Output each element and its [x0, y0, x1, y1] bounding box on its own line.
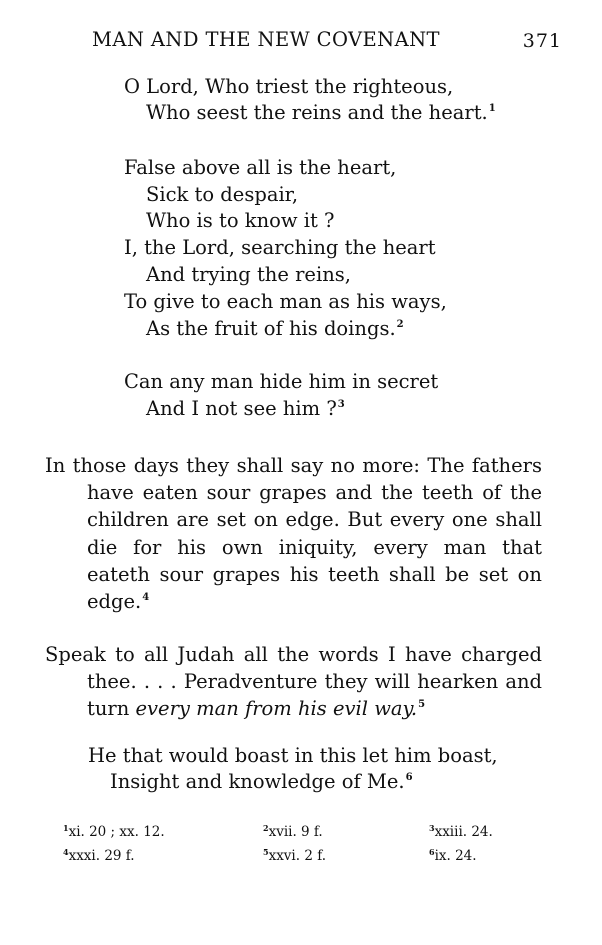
poem-line: False above all is the heart,: [124, 156, 397, 179]
poem-line: Who seest the reins and the heart.$^1$: [146, 101, 496, 124]
footnote: $^2$xvii. 9 f.: [263, 823, 323, 840]
poem-line: Can any man hide him in secret: [124, 370, 439, 393]
footnote-mark: 1: [488, 103, 496, 114]
poem-line: He that would boast in this let him boast,: [88, 744, 498, 767]
page-header: [92, 28, 562, 56]
poem-line: And I not see him ?$^3$: [146, 397, 345, 420]
running-title: MAN AND THE NEW COVENANT: [92, 28, 440, 51]
poem-line: To give to each man as his ways,: [124, 290, 447, 313]
footnote-mark: 6: [405, 772, 413, 783]
prose-paragraph: In those days they shall say no more: The fathers have eaten sour grapes and the teeth of the children are set on edge. But every one shall die for his own iniquity, every man that eateth sour grapes his teeth shall be set on edge.$^4$: [45, 454, 542, 614]
poem-line: Who is to know it ?: [146, 209, 335, 232]
poem-line: And trying the reins,: [146, 263, 351, 286]
footnote-mark: 4: [142, 592, 150, 604]
poem-line: As the fruit of his doings.$^2$: [146, 317, 404, 340]
footnote-mark: 5: [418, 699, 426, 711]
footnote: $^1$xi. 20 ; xx. 12.: [63, 823, 165, 840]
footnote: $^4$xxxi. 29 f.: [63, 847, 135, 864]
poem-line: O Lord, Who triest the righteous,: [124, 75, 454, 98]
page-number: 371: [522, 30, 562, 52]
footnote: $^6$ix. 24.: [429, 847, 477, 864]
footnote-mark: 2: [396, 319, 404, 330]
poem-line: I, the Lord, searching the heart: [124, 236, 436, 259]
poem-line: Insight and knowledge of Me.$^6$: [110, 770, 413, 793]
footnote: $^5$xxvi. 2 f.: [263, 847, 327, 864]
poem-line: Sick to despair,: [146, 183, 299, 206]
prose-paragraph: Speak to all Judah all the words I have charged thee. . . . Peradventure they will hearken and turn every man from his evil way.$^5$: [45, 643, 542, 721]
footnote-mark: 3: [337, 399, 345, 410]
footnote: $^3$xxiii. 24.: [429, 823, 493, 840]
